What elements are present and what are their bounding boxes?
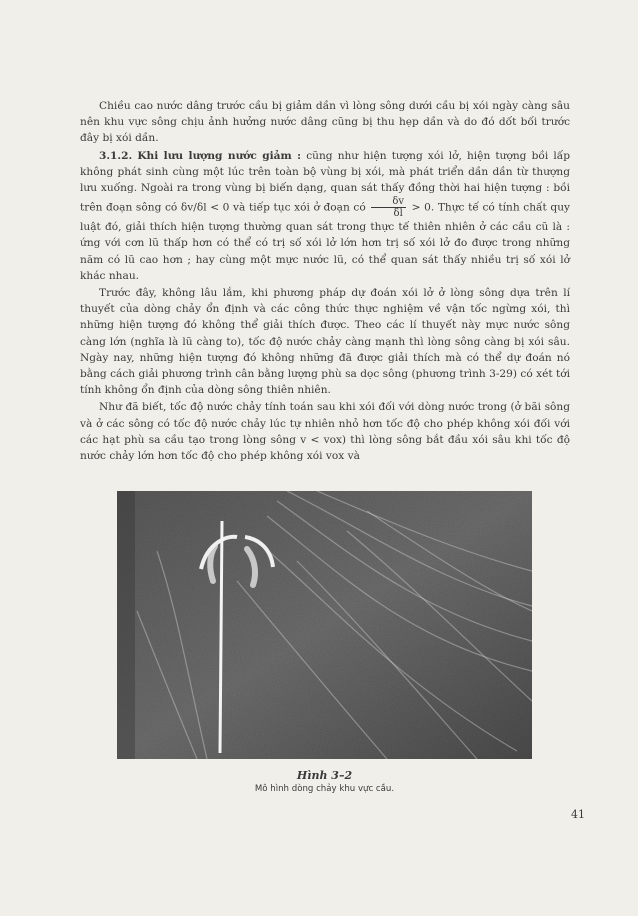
library-stamp (6, 0, 70, 31)
figure-flow-model-photo (117, 491, 532, 759)
paragraph-2 (80, 148, 570, 284)
figure-title: Hình 3–2 (296, 769, 353, 782)
figure-caption (117, 769, 532, 795)
paragraph-2-text-cont: > 0. Thực tế có tính chất quy luật đó, giải thích hiện tượng thường quan sát trong thực tế thiên nhiên ở các cầu cũ là : ứng với cơn lũ thấp hơn có thể có trị số xói lở lớn hơn trị số xói lở đo được trong những năm có lũ cao hơn ; hay cùng một mực nước lũ, có thể quan sát thấy nhiều trị số xói lở khác nhau. (80, 201, 571, 282)
page-number: 41 (571, 808, 585, 821)
flow-photo-image (117, 491, 532, 759)
section-number: 3.1.2. (99, 149, 133, 162)
paragraph-3: Trước đây, không lâu lắm, khi phương pháp dự đoán xói lở ở lòng sông dựa trên lí thuyết của dòng chảy ổn định và các công thức thực nghiệm về vận tốc ngừng xói, thì những hiện tượng đó không thể giải thích được. Theo các lí thuyết này mực nước sông càng lớn (nghĩa là lũ càng to), tốc độ nước chảy càng mạnh thì lòng sông càng bị xói sâu. Ngày nay, những hiện tượng đó không những đã được giải thích mà có thể dự đoán nó bằng cách giải phương trình cân bằng lượng phù sa dọc sông (phương trình 3-29) có xét tới tính không ổn định của dòng sông thiên nhiên. (80, 287, 570, 397)
figure-description: Mô hình dòng chảy khu vực cầu. (254, 784, 395, 794)
paragraph-2-text: cũng như hiện tượng xói lở, hiện tượng bồi lấp không phát sinh cùng một lúc trên toàn bộ vùng bị xói, mà phát triển dần dần từ thượng lưu xuống. Ngoài ra trong vùng bị biến dạng, quan sát thấy đồng thời hai hiện tượng : bồi trên đoạn sông có δv/δl < 0 và tiếp tục xói ở đoạn có (80, 149, 570, 214)
body-text (80, 98, 570, 464)
section-title: Khi lưu lượng nước giảm : (137, 149, 302, 162)
fraction-dv-dl (371, 196, 406, 219)
paragraph-4: Như đã biết, tốc độ nước chảy tính toán sau khi xói đối với dòng nước trong (ở bãi sông và ở các sông có tốc độ nước chảy lúc tự nhiên nhỏ hơn tốc độ cho phép không xói đối với các hạt phù sa cầu tạo trong lòng sông v < vox) thì lòng sông bắt đầu xói sâu khi tốc độ nước chảy lớn hơn tốc độ cho phép không xói vox và (80, 401, 570, 463)
fraction-denominator: δl (393, 208, 403, 220)
fraction-numerator: δv (371, 196, 406, 208)
paragraph-1: Chiều cao nước dâng trước cầu bị giảm dần vì lòng sông dưới cầu bị xói ngày càng sâu nên khu vực sông chịu ảnh hưởng nước dâng cũng bị thu hẹp dần và do đó dốt bối trước đây bị xói dần. (80, 100, 570, 145)
